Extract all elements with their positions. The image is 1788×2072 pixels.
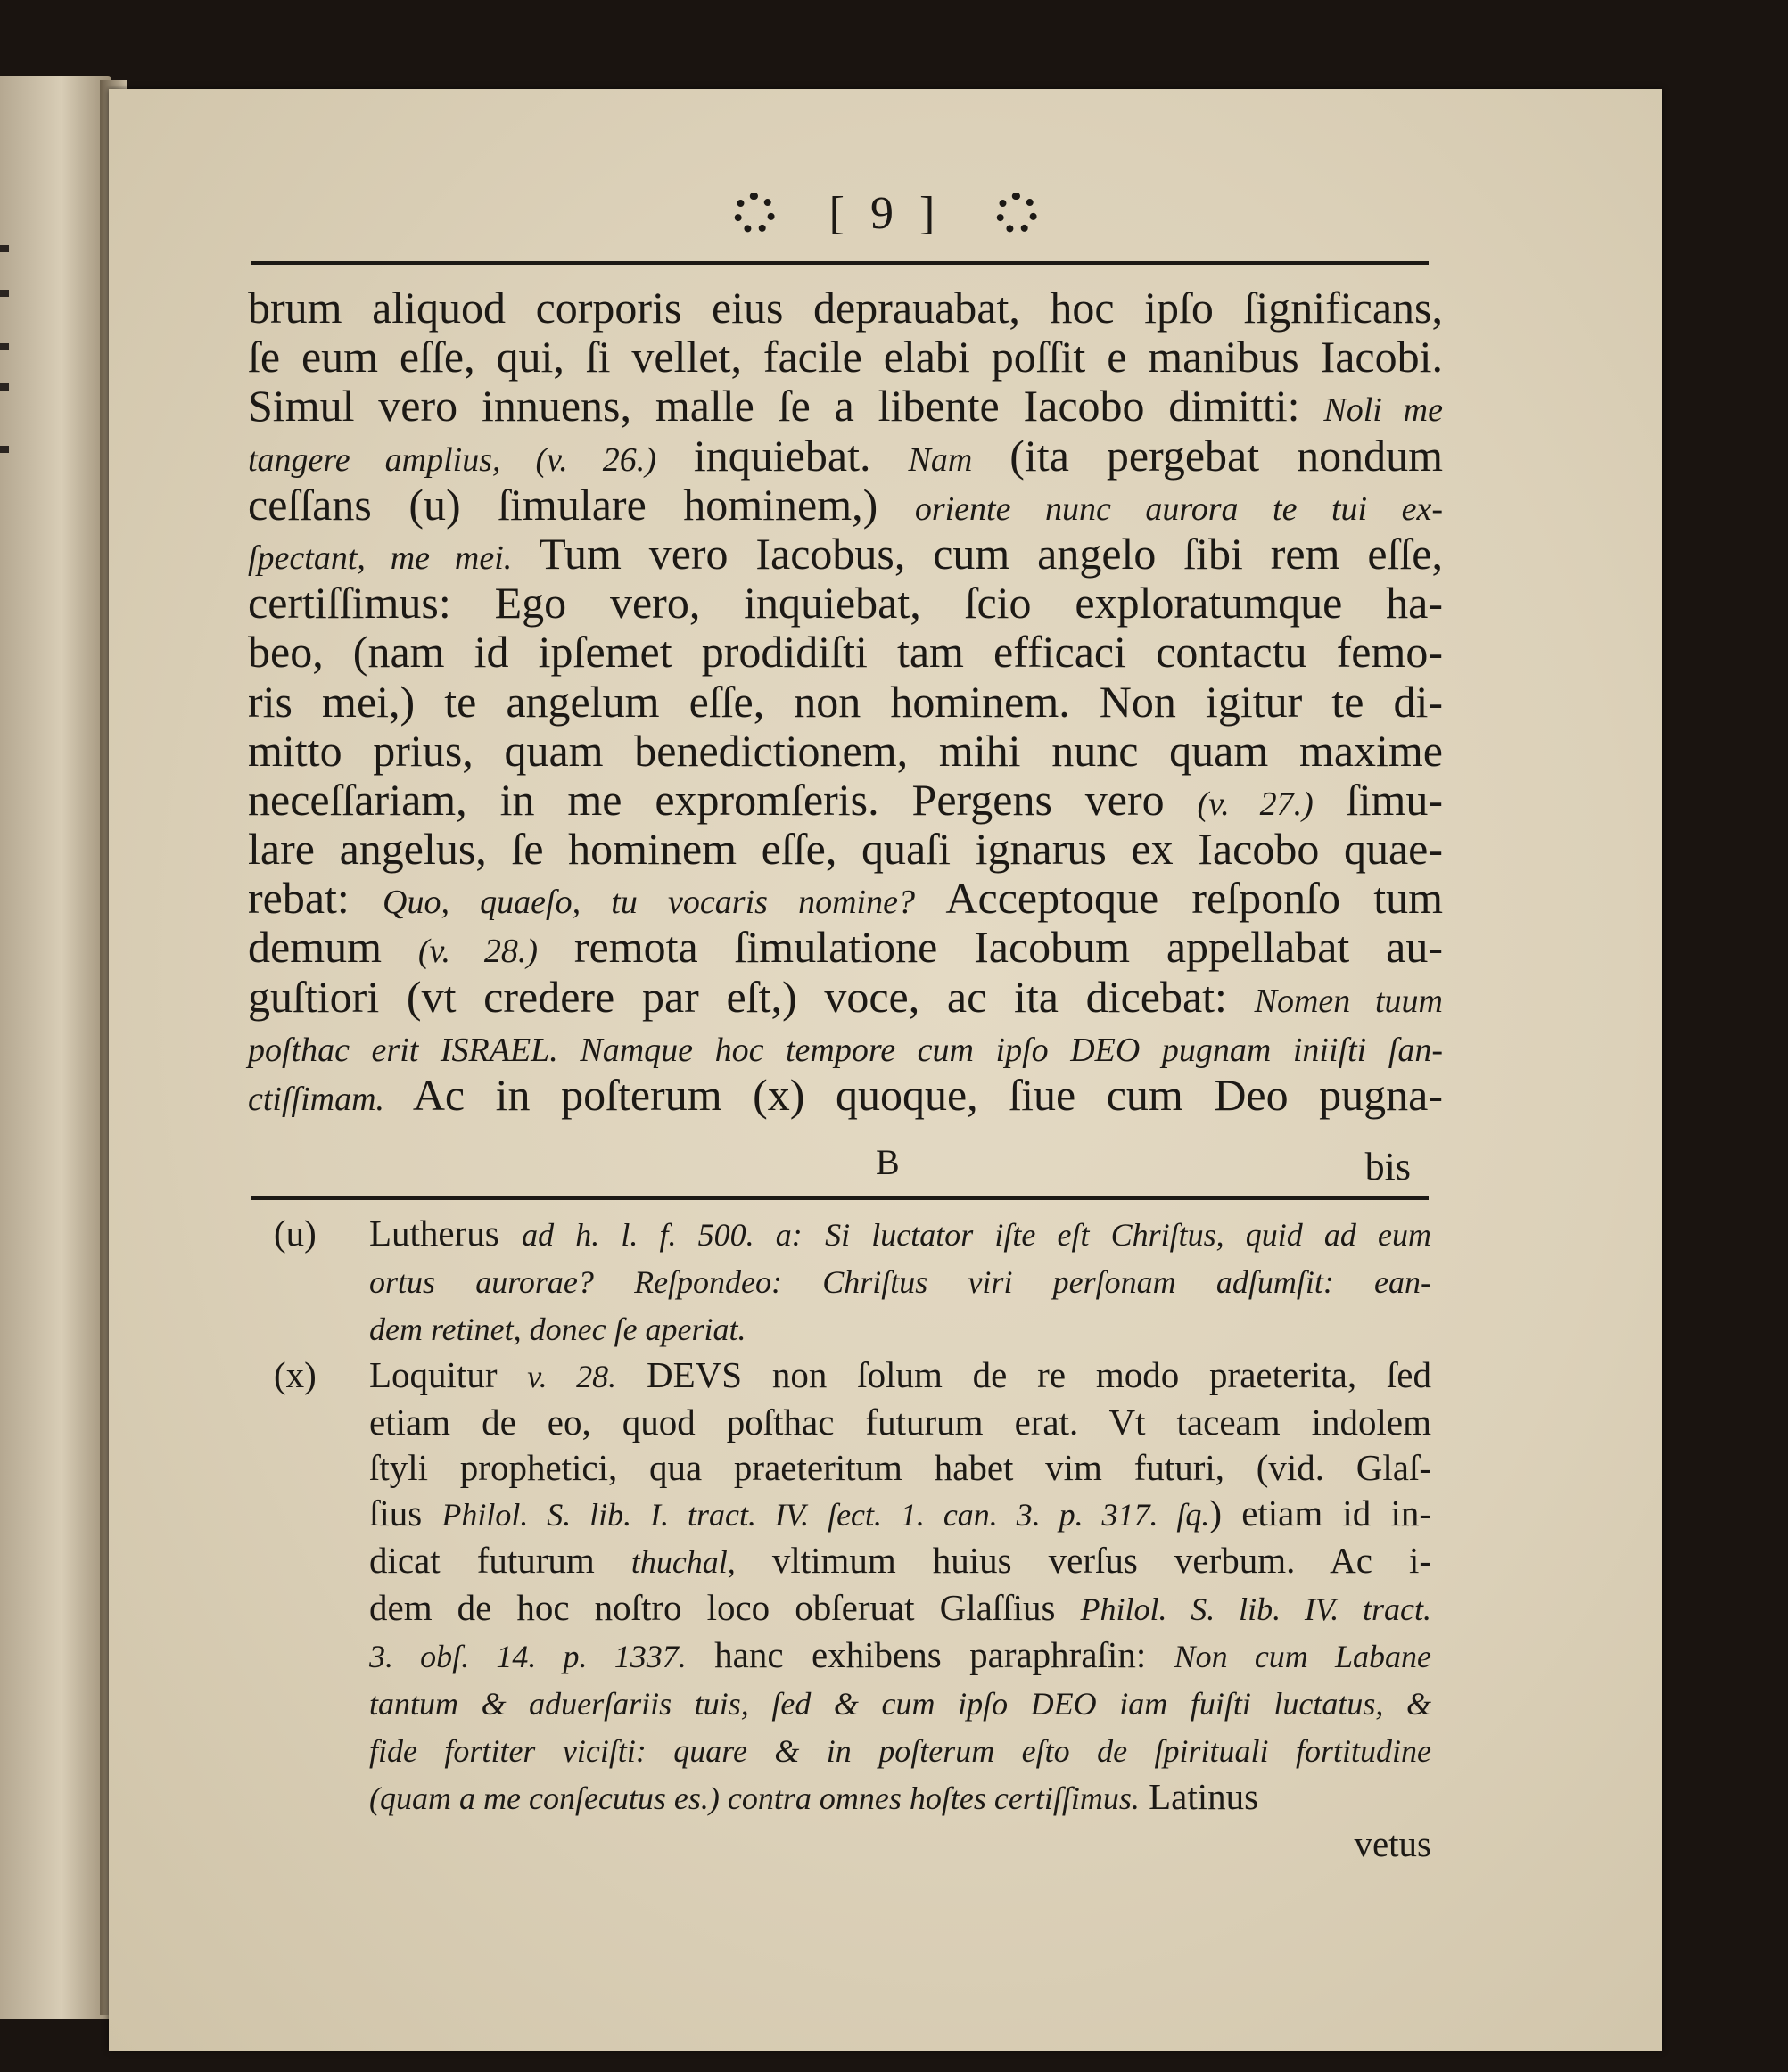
page-header <box>109 187 1662 240</box>
text-line <box>248 727 1443 776</box>
italic-segment: poſthac erit ISRAEL. Namque hoc tempore cum ipſo DEO pugnam iniiſti ſan- <box>248 1031 1443 1069</box>
footnote-line <box>369 1445 1431 1491</box>
text-segment: beo, (nam id ipſemet prodidiſti tam efficaci contactu femo- <box>248 627 1443 678</box>
header-rule <box>251 261 1429 265</box>
text-line <box>248 874 1443 923</box>
italic-segment: (v. 28.) <box>417 933 539 971</box>
text-segment: Ac in poſterum (x) quoque, ſiue cum Deo pugna- <box>384 1070 1443 1120</box>
ink-mark <box>0 446 9 453</box>
text-line <box>248 923 1443 972</box>
footnote-line <box>369 1353 1431 1400</box>
text-segment: Latinus <box>1139 1776 1259 1817</box>
italic-segment: Non cum Labane <box>1174 1639 1431 1674</box>
footnote-line <box>369 1727 1431 1774</box>
footnote-line <box>369 1400 1431 1445</box>
ink-mark <box>0 343 9 350</box>
flower-ornament-icon <box>996 193 1037 234</box>
text-segment: rebat: <box>248 873 383 924</box>
text-segment: inquiebat. <box>655 430 909 481</box>
italic-segment: (quam a me conſecutus es.) contra omnes hoſtes certiſſimus. <box>369 1780 1140 1816</box>
footnote-catchword: vetus <box>1354 1823 1431 1864</box>
facing-page-edge <box>0 76 111 2019</box>
text-segment: etiam de eo, quod poſthac futurum erat. Vt taceam indolem <box>369 1402 1431 1443</box>
text-line <box>248 481 1443 530</box>
text-segment: ſtyli prophetici, qua praeteritum habet vim futuri, (vid. Glaſ- <box>369 1447 1431 1488</box>
text-line <box>248 973 1443 1022</box>
text-line <box>248 432 1443 481</box>
signature-mark: B <box>876 1142 900 1182</box>
footnote-line <box>369 1211 1431 1258</box>
text-segment: ſe eum eſſe, qui, ſi vellet, facile elabi poſſit e manibus Iacobi. <box>248 332 1443 382</box>
page-number: [ 9 ] <box>828 188 943 239</box>
text-line <box>248 1071 1443 1120</box>
italic-segment: (v. 27.) <box>1197 785 1314 823</box>
text-line <box>248 678 1443 727</box>
flower-ornament-icon <box>734 193 775 234</box>
text-line <box>248 1022 1443 1071</box>
text-line <box>248 333 1443 382</box>
footnote-line <box>369 1585 1431 1632</box>
italic-segment: Noli me <box>1323 391 1443 430</box>
text-segment: mitto prius, quam benedictionem, mihi nunc quam maxime <box>248 725 1443 776</box>
footnote-line <box>369 1491 1431 1538</box>
italic-segment: dem retinet, donec ſe aperiat. <box>369 1311 746 1347</box>
text-line <box>248 579 1443 628</box>
footnote-rule <box>251 1196 1429 1200</box>
italic-segment: Si luctator iſte eſt Chriſtus, quid ad eum <box>825 1217 1432 1253</box>
footnote-line <box>369 1538 1431 1585</box>
text-segment: ceſſans (u) ſimulare hominem,) <box>248 479 915 530</box>
italic-segment: ortus aurorae? Reſpondeo: Chriſtus viri perſonam adſumſit: ean- <box>369 1264 1431 1300</box>
text-segment: DEVS non ſolum de re modo praeterita, ſed <box>616 1354 1431 1395</box>
text-segment: vltimum huius verſus verbum. Ac i- <box>735 1540 1431 1581</box>
footnotes <box>274 1211 1431 1867</box>
main-text <box>248 284 1443 1120</box>
ink-mark <box>0 383 9 391</box>
footnote-line <box>369 1632 1431 1680</box>
italic-segment: Philol. S. lib. IV. tract. <box>1080 1591 1431 1627</box>
italic-segment: tangere amplius, (v. 26.) <box>248 440 656 479</box>
text-segment: ) etiam id in- <box>1209 1492 1431 1533</box>
italic-segment: thuchal, <box>630 1544 736 1580</box>
italic-segment: Nomen tuum <box>1254 982 1443 1020</box>
footnote-line <box>369 1258 1431 1305</box>
text-line <box>248 825 1443 874</box>
italic-segment: fide fortiter viciſti: quare & in poſterum eſto de ſpirituali fortitudine <box>369 1733 1431 1769</box>
text-line <box>248 530 1443 579</box>
footnote-label: (u) <box>274 1213 317 1254</box>
text-segment: ris mei,) te angelum eſſe, non hominem. Non igitur te di- <box>248 676 1443 727</box>
text-segment: ſimu- <box>1313 774 1444 825</box>
footnote-line <box>369 1774 1431 1821</box>
text-segment: Tum vero Iacobus, cum angelo ſibi rem eſſe, <box>512 528 1443 579</box>
catchword: bis <box>1364 1145 1411 1188</box>
italic-segment: Philol. S. lib. I. tract. IV. ſect. 1. can. 3. p. 317. ſq. <box>441 1497 1210 1533</box>
text-segment: dicat futurum <box>369 1540 631 1581</box>
ink-mark <box>0 245 9 252</box>
text-segment: ſius <box>369 1492 442 1533</box>
text-segment: dem de hoc noſtro loco obſeruat Glaſſius <box>369 1587 1081 1628</box>
text-segment: Simul vero innuens, malle ſe a libente Iacobo dimitti: <box>248 381 1324 432</box>
text-segment: demum <box>248 922 418 973</box>
italic-segment: Quo, quaeſo, tu vocaris nomine? <box>383 884 915 922</box>
text-segment: guſtiori (vt credere par eſt,) voce, ac ita dicebat: <box>248 971 1255 1022</box>
text-segment: certiſſimus: Ego vero, inquiebat, ſcio exploratumque ha- <box>248 578 1443 629</box>
footnote <box>274 1353 1431 1867</box>
text-segment: lare angelus, ſe hominem eſſe, quaſi ignarus ex Iacobo quae- <box>248 824 1443 875</box>
footnote-line <box>369 1680 1431 1727</box>
text-segment <box>803 1213 825 1254</box>
italic-segment: tantum & aduerſariis tuis, ſed & cum ipſo DEO iam fuiſti luctatus, & <box>369 1686 1431 1722</box>
text-line <box>248 776 1443 825</box>
text-segment: brum aliquod corporis eius deprauabat, hoc ipſo ſignificans, <box>248 283 1443 333</box>
book-page <box>109 89 1662 2051</box>
footnote <box>274 1211 1431 1353</box>
italic-segment: 3. obſ. 14. p. 1337. <box>369 1639 687 1674</box>
text-line <box>248 628 1443 677</box>
ink-mark <box>0 290 9 297</box>
italic-segment: oriente nunc aurora te tui ex- <box>914 489 1443 528</box>
italic-segment: Nam <box>908 440 973 479</box>
text-line <box>248 382 1443 431</box>
text-segment: Loquitur <box>369 1354 528 1395</box>
italic-segment: v. 28. <box>527 1359 617 1394</box>
text-segment: neceſſariam, in me expromſeris. Pergens vero <box>248 774 1198 825</box>
text-segment: hanc exhibens paraphraſin: <box>686 1634 1174 1675</box>
footnote-line <box>369 1305 1431 1353</box>
italic-segment: ad h. l. f. 500. a: <box>522 1217 803 1253</box>
italic-segment: ſpectant, me mei. <box>248 539 513 577</box>
text-segment: (ita pergebat nondum <box>972 430 1444 481</box>
italic-segment: ctiſſimam. <box>248 1081 385 1118</box>
footnote-label: (x) <box>274 1354 317 1395</box>
text-segment: remota ſimulatione Iacobum appellabat au- <box>538 922 1443 973</box>
text-segment: Acceptoque reſponſo tum <box>914 873 1444 924</box>
text-line <box>248 284 1443 333</box>
text-segment: Lutherus <box>369 1213 523 1254</box>
